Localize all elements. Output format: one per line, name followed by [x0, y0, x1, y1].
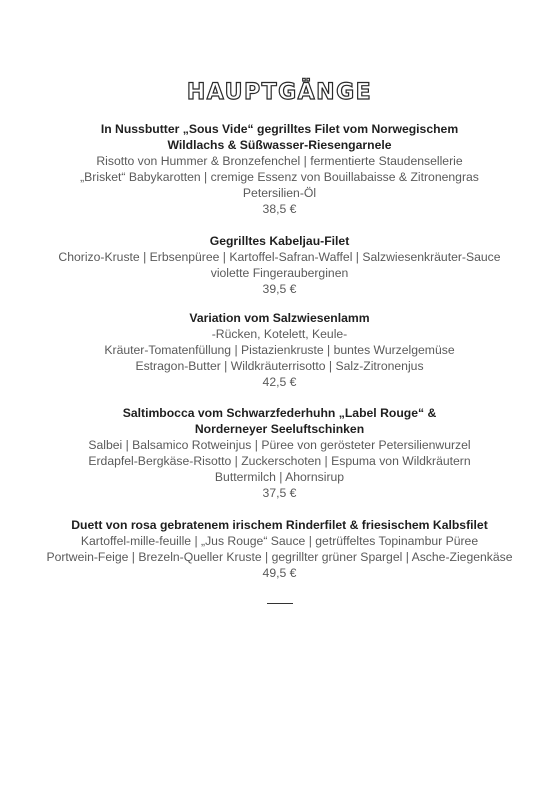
dish-description-line: Kartoffel-mille-feuille | „Jus Rouge“ Sauce | getrüffeltes Topinambur Püree — [80, 534, 479, 548]
dish-description-line: -Rücken, Kotelett, Keule- — [211, 327, 348, 341]
dish-title-line: Duett von rosa gebratenem irischem Rinderfilet & friesischem Kalbsfilet — [71, 518, 488, 532]
dish-5 — [0, 517, 559, 581]
dish-description-line: Salbei | Balsamico Rotweinjus | Püree von gerösteter Petersilienwurzel — [88, 438, 471, 452]
dish-1 — [0, 121, 559, 217]
dish-title-line: Wildlachs & Süßwasser-Riesengarnele — [167, 138, 392, 152]
dish-price: 37,5 € — [262, 486, 297, 500]
dish-4 — [0, 405, 559, 501]
dish-description-line: Petersilien-Öl — [242, 186, 317, 200]
dish-title-line: Variation vom Salzwiesenlamm — [189, 311, 370, 325]
dish-description-line: Chorizo-Kruste | Erbsenpüree | Kartoffel-Safran-Waffel | Salzwiesenkräuter-Sauce — [58, 250, 501, 264]
dish-description-line: Erdapfel-Bergkäse-Risotto | Zuckerschoten | Espuma von Wildkräutern — [88, 454, 471, 468]
dish-description-line: Risotto von Hummer & Bronzefenchel | fermentierte Staudensellerie — [96, 154, 463, 168]
dish-description-line: Estragon-Butter | Wildkräuterrisotto | Salz-Zitronenjus — [135, 359, 424, 373]
dish-description-line: violette Fingerauberginen — [210, 266, 349, 280]
dish-title-line: Gegrilltes Kabeljau-Filet — [209, 234, 350, 248]
dish-price: 49,5 € — [262, 566, 297, 580]
dish-title-line: In Nussbutter „Sous Vide“ gegrilltes Filet vom Norwegischem — [100, 122, 459, 136]
dish-description-line: Portwein-Feige | Brezeln-Queller Kruste | gegrillter grüner Spargel | Asche-Ziegenkäse — [46, 550, 513, 564]
dish-description-line: Buttermilch | Ahornsirup — [214, 470, 345, 484]
page-title: HAUPTGÄNGE — [186, 80, 373, 105]
dish-description-line: Kräuter-Tomatenfüllung | Pistazienkruste | buntes Wurzelgemüse — [104, 343, 455, 357]
end-divider — [267, 603, 293, 604]
dish-title-line: Norderneyer Seeluftschinken — [194, 422, 365, 436]
dish-2 — [0, 233, 559, 297]
dish-price: 39,5 € — [262, 282, 297, 296]
dish-description-line: „Brisket“ Babykarotten | cremige Essenz von Bouillabaisse & Zitronengras — [80, 170, 479, 184]
dish-3 — [0, 310, 559, 390]
dish-price: 38,5 € — [262, 202, 297, 216]
dish-title-line: Saltimbocca vom Schwarzfederhuhn „Label Rouge“ & — [122, 406, 437, 420]
dish-price: 42,5 € — [262, 375, 297, 389]
